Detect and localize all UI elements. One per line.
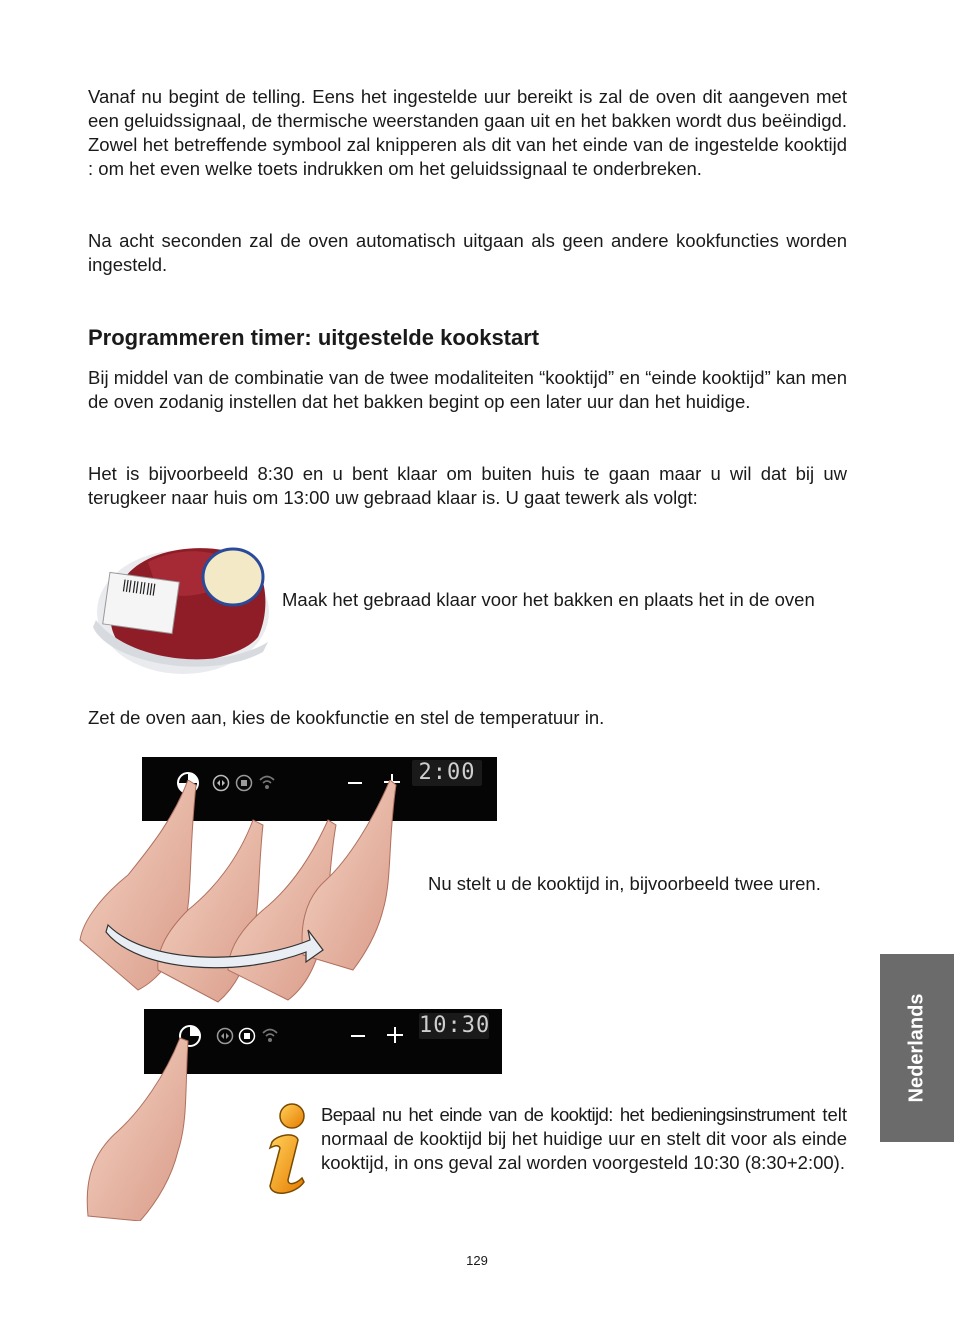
pressing-hand-illustration	[80, 1036, 200, 1221]
stop-icon[interactable]	[238, 1027, 256, 1045]
language-label: Nederlands	[905, 993, 928, 1103]
page-number: 129	[466, 1253, 488, 1268]
info-icon	[258, 1102, 314, 1198]
example-paragraph: Het is bijvoorbeeld 8:30 en u bent klaar om buiten huis te gaan maar u wil dat bij uw terugkeer naar huis om 13:00 uw gebraad klaar is. U gaat tewerk als volgt:	[88, 463, 847, 508]
section-heading: Programmeren timer: uitgestelde kookstart	[88, 325, 540, 350]
combination-paragraph: Bij middel van de combinatie van de twee modaliteiten “kooktijd” en “einde kooktijd” kan men de oven zodanig instellen dat het bakken begint op een later uur dan het huidige.	[88, 367, 847, 412]
lock-icon[interactable]	[216, 1027, 234, 1045]
intro-paragraph: Vanaf nu begint de telling. Eens het ingestelde uur bereikt is zal de oven dit aangeven met een geluidssignaal, de thermische weerstanden gaan uit en het bakken wordt dus beëindigd. Zowel het betreffende symbool zal knipperen als dit van het einde van de ingestelde kooktijd : om het even welke toets indrukken om het geluidssignaal te onderbreken.	[88, 86, 848, 179]
auto-off-paragraph: Na acht seconden zal de oven automatisch uitgaan als geen andere kookfuncties worden ingesteld.	[88, 230, 847, 275]
switch-on-paragraph: Zet de oven aan, kies de kookfunctie en stel de temperatuur in.	[88, 707, 605, 728]
minus-button[interactable]	[350, 1028, 366, 1044]
info-paragraph-first-line: Bepaal nu het einde van de kooktijd: het bedieningsinstrument	[321, 1104, 815, 1125]
time-display-1: 2:00	[412, 760, 482, 786]
set-cooking-time-paragraph: Nu stelt u de kooktijd in, bijvoorbeeld twee uren.	[428, 873, 821, 894]
roast-package-image	[88, 532, 272, 680]
wireless-icon[interactable]	[260, 1025, 280, 1045]
plus-button[interactable]	[386, 1026, 404, 1044]
info-paragraph-rest: telt normaal de kooktijd bij het huidige uur en stelt dit voor als einde kooktijd, in ons geval zal worden voorgesteld 10:30 (8:30+2:00).	[321, 1104, 847, 1173]
info-paragraph	[321, 1103, 847, 1175]
language-side-tab	[880, 954, 954, 1142]
prepare-roast-paragraph: Maak het gebraad klaar voor het bakken en plaats het in de oven	[282, 589, 815, 610]
time-display-2: 10:30	[419, 1013, 491, 1038]
